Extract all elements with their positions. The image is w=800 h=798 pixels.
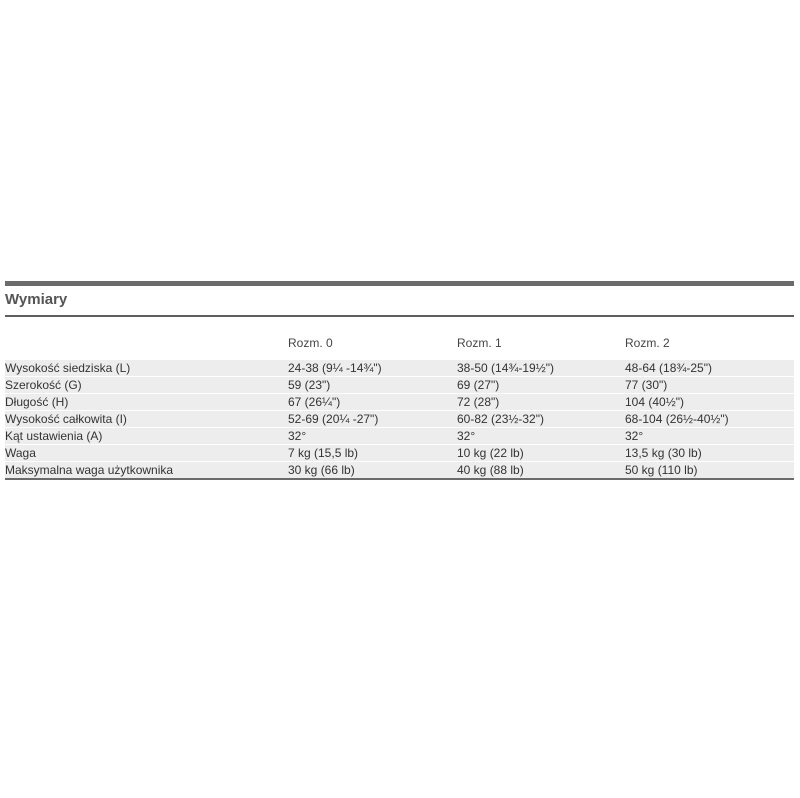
dimensions-table (5, 336, 794, 480)
header-label-cell (5, 336, 288, 360)
row-label: Wysokość siedziska (L) (5, 360, 288, 377)
header-size-0: Rozm. 0 (288, 336, 333, 350)
cell-value: 40 kg (88 lb) (457, 462, 625, 480)
cell-value: 50 kg (110 lb) (625, 462, 794, 480)
table-row (5, 360, 794, 377)
cell-value: 30 kg (66 lb) (288, 462, 457, 480)
table-header-row (5, 336, 794, 360)
cell-value: 32° (457, 428, 625, 445)
section-top-bar (5, 281, 794, 286)
row-label: Kąt ustawienia (A) (5, 428, 288, 445)
cell-value: 38-50 (14¾-19½") (457, 360, 625, 377)
header-size-1: Rozm. 1 (457, 336, 502, 350)
table-row (5, 428, 794, 445)
table-row (5, 445, 794, 462)
table-row (5, 462, 794, 480)
cell-value: 7 kg (15,5 lb) (288, 445, 457, 462)
section-title: Wymiary (5, 291, 68, 308)
table-row (5, 411, 794, 428)
cell-value: 13,5 kg (30 lb) (625, 445, 794, 462)
table-row (5, 394, 794, 411)
cell-value: 52-69 (20¼ -27") (288, 411, 457, 428)
cell-value: 59 (23") (288, 377, 457, 394)
title-divider (5, 315, 794, 317)
row-label: Maksymalna waga użytkownika (5, 462, 288, 480)
cell-value: 32° (288, 428, 457, 445)
cell-value: 10 kg (22 lb) (457, 445, 625, 462)
cell-value: 69 (27") (457, 377, 625, 394)
cell-value: 68-104 (26½-40½") (625, 411, 794, 428)
row-label: Wysokość całkowita (I) (5, 411, 288, 428)
row-label: Szerokość (G) (5, 377, 288, 394)
table-row (5, 377, 794, 394)
cell-value: 72 (28") (457, 394, 625, 411)
cell-value: 48-64 (18¾-25") (625, 360, 794, 377)
cell-value: 32° (625, 428, 794, 445)
cell-value: 77 (30") (625, 377, 794, 394)
cell-value: 24-38 (9¼ -14¾") (288, 360, 457, 377)
cell-value: 60-82 (23½-32") (457, 411, 625, 428)
cell-value: 104 (40½") (625, 394, 794, 411)
header-size-2: Rozm. 2 (625, 336, 670, 350)
row-label: Długość (H) (5, 394, 288, 411)
dimensions-section (5, 281, 794, 480)
cell-value: 67 (26¼") (288, 394, 457, 411)
row-label: Waga (5, 445, 288, 462)
